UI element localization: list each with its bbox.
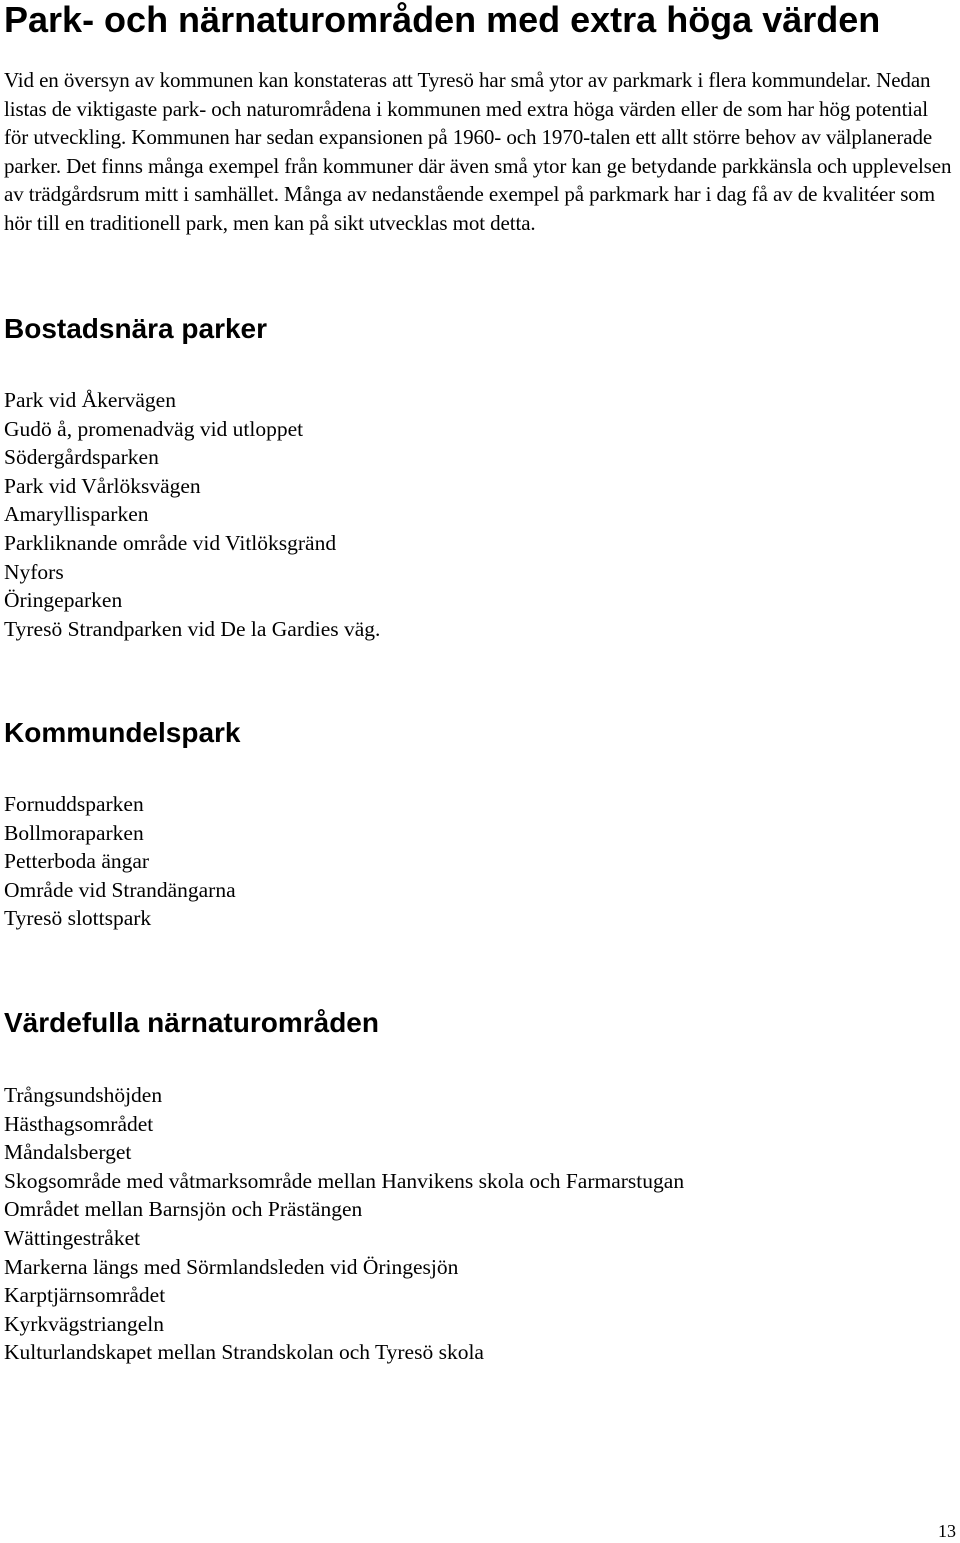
list-item: Trångsundshöjden xyxy=(4,1083,163,1107)
page-number: 13 xyxy=(938,1521,956,1541)
list-item: Petterboda ängar xyxy=(4,849,150,874)
list-item: Område vid Strandängarna xyxy=(4,877,236,902)
list-item: Bollmoraparken xyxy=(4,820,144,845)
list-vardefulla-narnaturomraden xyxy=(4,1081,684,1367)
list-item: Fornuddsparken xyxy=(4,792,144,816)
list-item: Markerna längs med Sörmlandsleden vid Öringesjön xyxy=(4,1254,459,1279)
list-item: Södergårdsparken xyxy=(4,445,159,470)
list-item: Amaryllisparken xyxy=(4,502,149,527)
list-item: Tyresö Strandparken vid De la Gardies väg. xyxy=(4,616,381,641)
list-item: Kulturlandskapet mellan Strandskolan och Tyresö skola xyxy=(4,1340,484,1365)
list-item: Park vid Åkervägen xyxy=(4,388,176,412)
list-item: Hästhagsområdet xyxy=(4,1111,154,1136)
section-heading-bostadsnara-parker: Bostadsnära parker xyxy=(4,313,268,344)
list-item: Måndalsberget xyxy=(4,1140,132,1165)
list-item: Gudö å, promenadväg vid utloppet xyxy=(4,416,304,441)
section-heading-kommundelspark: Kommundelspark xyxy=(4,717,241,748)
list-item: Kyrkvägstriangeln xyxy=(4,1311,165,1336)
list-item: Karptjärnsområdet xyxy=(4,1283,166,1308)
list-bostadsnara-parker xyxy=(4,386,380,643)
page-title: Park- och närnaturområden med extra höga värden xyxy=(4,0,881,40)
section-heading-vardefulla-narnaturomraden: Värdefulla närnaturområden xyxy=(4,1007,379,1038)
list-item: Wättingestråket xyxy=(4,1225,141,1250)
list-item: Nyfors xyxy=(4,559,64,584)
list-kommundelspark xyxy=(4,790,236,933)
list-item: Park vid Vårlöksvägen xyxy=(4,473,201,498)
intro-paragraph: Vid en översyn av kommunen kan konstateras att Tyresö har små ytor av parkmark i flera kommundelar. Nedan listas de viktigaste park- och naturområdena i kommunen med extra höga värden eller de som har hög potential för utveckling. Kommunen har sedan expansionen på 1960- och 1970-talen ett allt större behov av välplanerade parker. Det finns många exempel från kommuner där även små ytor kan ge betydande parkkänsla och upplevelsen av trädgårdsrum mitt i samhället. Många av nedanstående exempel på parkmark har i dag få av de kvalitéer som hör till en traditionell park, men kan på sikt utvecklas mot detta. xyxy=(4,68,952,235)
list-item: Parkliknande område vid Vitlöksgränd xyxy=(4,530,337,555)
list-item: Skogsområde med våtmarksområde mellan Hanvikens skola och Farmarstugan xyxy=(4,1168,685,1193)
list-item: Öringeparken xyxy=(4,588,123,613)
list-item: Tyresö slottspark xyxy=(4,906,152,931)
list-item: Området mellan Barnsjön och Prästängen xyxy=(4,1197,363,1222)
